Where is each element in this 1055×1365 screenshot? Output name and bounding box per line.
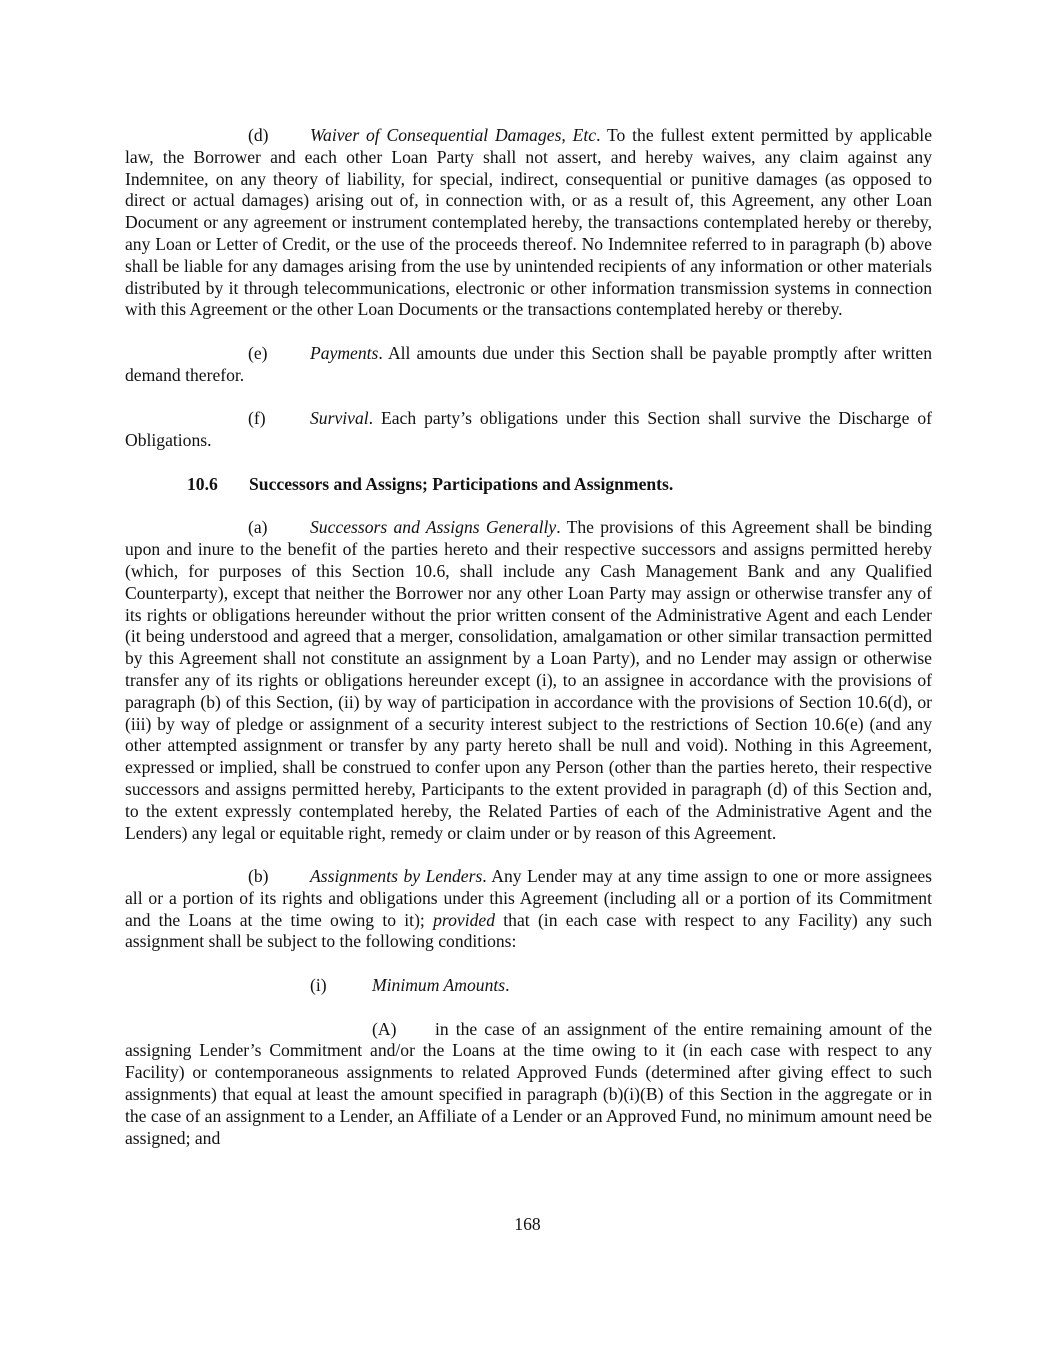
paragraph-title: Survival [310,408,369,429]
paragraph-title: Waiver of Consequential Damages, Etc [310,125,597,145]
paragraph-text: . Each party’s obligations under this Section shall survive the Discharge of Obligations. [125,408,932,451]
paragraph-text: . To the fullest extent permitted by applicable law, the Borrower and each other Loan Party shall not assert, and hereby waives, any claim against any Indemnitee, on any theory of liability, for special, indirect, consequential or punitive damages (as opposed to direct or actual damages) arising out of, in connection with, or as a result of, this Agreement, any other Loan Document or any agreement or instrument contemplated hereby, the transactions contemplated hereby or thereby, any Loan or Letter of Credit, or the use of the proceeds thereof. No Indemnitee referred to in paragraph (b) above shall be liable for any damages arising from the use by unintended recipients of any information or other materials distributed by it through telecommunications, electronic or other information transmission systems in connection with this Agreement or the other Loan Documents or the transactions contemplated hereby or thereby. [125,125,932,320]
paragraph-text: . The provisions of this Agreement shall be binding upon and inure to the benefit of the parties hereto and their respective successors and assigns permitted hereby (which, for purposes of this Section 10.6, shall include any Cash Management Bank and any Qualified Counterparty), except that neither the Borrower nor any other Loan Party may assign or otherwise transfer any of its rights or obligations hereunder without the prior written consent of the Administrative Agent and each Lender (it being understood and agreed that a merger, consolidation, amalgamation or other similar transaction permitted by this Agreement shall not constitute an assignment by a Loan Party), and no Lender may assign or otherwise transfer any of its rights or obligations hereunder except (i), to an assignee in accordance with the provisions of paragraph (b) of this Section, (ii) by way of participation in accordance with the provisions of Section 10.6(d), or (iii) by way of pledge or assignment of a security interest subject to the restrictions of Section 10.6(e) (and any other attempted assignment or transfer by any party hereto shall be null and void). Nothing in this Agreement, expressed or implied, shall be construed to confer upon any Person (other than the parties hereto, their respective successors and assigns permitted hereby, Participants to the extent provided in paragraph (d) of this Section and, to the extent expressly contemplated hereby, the Related Parties of each of the Administrative Agent and the Lenders) any legal or equitable right, remedy or claim under or by reason of this Agreement. [125,517,932,843]
paragraph-b [125,866,932,953]
section-heading [187,474,932,496]
paragraph-label: (f) [248,408,266,429]
paragraph-A [125,1019,932,1150]
section-number: 10.6 [187,473,218,494]
page-number: 168 [514,1214,541,1234]
paragraph-text: . [505,975,510,996]
paragraph-text: . All amounts due under this Section shall be payable promptly after written demand therefor. [125,342,932,385]
paragraph-i [125,975,932,997]
paragraph-label: (A) [372,1018,397,1039]
paragraph-d [125,125,932,321]
paragraph-label: (d) [248,125,269,145]
paragraph-label: (e) [248,342,268,363]
paragraph-title: Successors and Assigns Generally [310,517,557,538]
paragraph-title: Payments [310,342,379,363]
paragraph-title: Assignments by Lenders [310,866,483,887]
paragraph-label: (b) [248,866,269,887]
paragraph-text: . Any Lender may at any time assign to one or more assignees all or a portion of its rights and obligations under this Agreement (including all or a portion of its Commitment and the Loans at the time owing to it); [125,866,932,930]
provided-term: provided [433,909,495,930]
paragraph-label: (i) [310,975,327,996]
paragraph-text-continued: that (in each case with respect to any Facility) any such assignment shall be subject to the following conditions: [125,909,932,952]
paragraph-a [125,517,932,844]
paragraph-f [125,408,932,452]
paragraph-e [125,343,932,387]
paragraph-title: Minimum Amounts [372,975,506,996]
section-title: Successors and Assigns; Participations and Assignments. [249,473,674,494]
document-page [125,125,932,1149]
paragraph-text: in the case of an assignment of the entire remaining amount of the assigning Lender’s Commitment and/or the Loans at the time owing to it (in each case with respect to any Facility) or contemporaneous assignments to related Approved Funds (determined after giving effect to such assignments) that equal at least the amount specified in paragraph (b)(i)(B) of this Section in the aggregate or in the case of an assignment to a Lender, an Affiliate of a Lender or an Approved Fund, no minimum amount need be assigned; and [125,1018,932,1148]
paragraph-label: (a) [248,517,268,538]
